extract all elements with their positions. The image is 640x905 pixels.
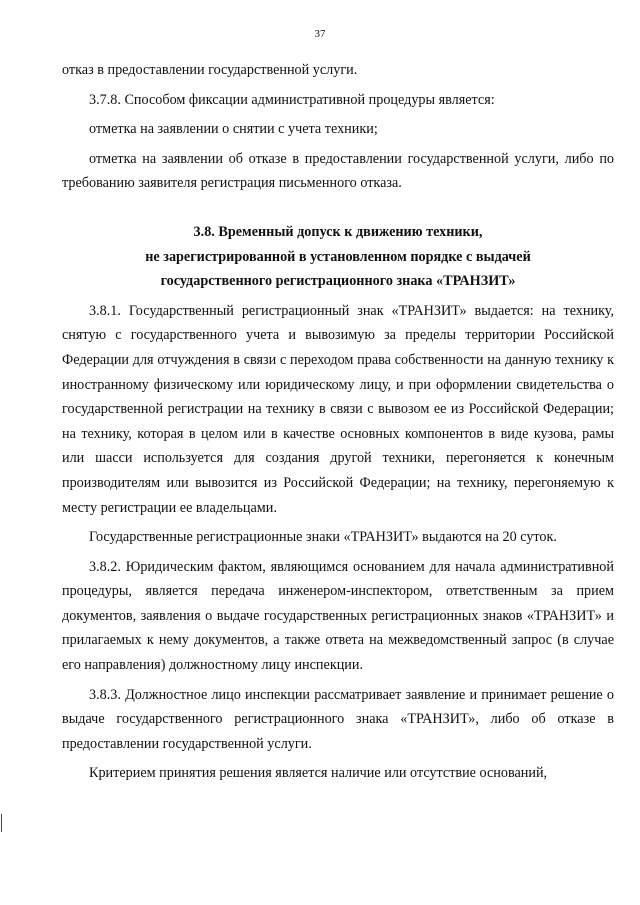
paragraph-mark-refusal: отметка на заявлении об отказе в предоставлении государственной услуги, либо по требованию заявителя регистрация письменного отказа.	[62, 150, 614, 192]
page-content	[62, 58, 614, 791]
paragraph-3-8-2: 3.8.2. Юридическим фактом, являющимся основанием для начала административной процедуры, является передача инженером-инспектором, ответственным за прием документов, заявления о выдаче государственных регистрационных знаков «ТРАНЗИТ» и прилагаемых к нему документов, а также ответа на межведомственный запрос (в случае его направления) должностному лицу инспекции.	[62, 558, 614, 674]
section-heading-3-8	[62, 220, 614, 294]
paragraph-refusal-continuation: отказ в предоставлении государственной услуги.	[62, 62, 358, 78]
section-heading-line-2: не зарегистрированной в установленном порядке с выдачей	[145, 248, 531, 265]
paragraph-transit-validity: Государственные регистрационные знаки «ТРАНЗИТ» выдаются на 20 суток.	[89, 529, 557, 546]
page-number: 37	[314, 28, 326, 40]
paragraph-3-8-3: 3.8.3. Должностное лицо инспекции рассматривает заявление и принимает решение о выдаче государственного регистрационного знака «ТРАНЗИТ», либо об отказе в предоставлении государственной услуги.	[62, 686, 614, 752]
paragraph-decision-criterion: Критерием принятия решения является наличие или отсутствие оснований,	[89, 765, 548, 782]
section-heading-line-3: государственного регистрационного знака «ТРАНЗИТ»	[160, 273, 516, 290]
section-heading-line-1: 3.8. Временный допуск к движению техники,	[193, 223, 483, 240]
scan-edge-mark	[1, 814, 2, 832]
paragraph-mark-deregistration: отметка на заявлении о снятии с учета техники;	[89, 121, 378, 138]
paragraph-3-8-1: 3.8.1. Государственный регистрационный знак «ТРАНЗИТ» выдается: на технику, снятую с государственного учета и вывозимую за пределы территории Российской Федерации для отчуждения в связи с переходом права собственности на данную технику к иностранному физическому или юридическому лицу, и при оформлении свидетельства о государственной регистрации на технику в связи с вывозом ее из Российской Федерации; на технику, которая в целом или в качестве основных компонентов в виде кузова, рамы или шасси используется для создания другой техники, перегоняется к конечным производителям или вывозится из Российской Федерации; на технику, перегоняемую к месту регистрации ее владельцами.	[62, 302, 614, 516]
paragraph-3-7-8: 3.7.8. Способом фиксации административной процедуры является:	[89, 91, 495, 108]
